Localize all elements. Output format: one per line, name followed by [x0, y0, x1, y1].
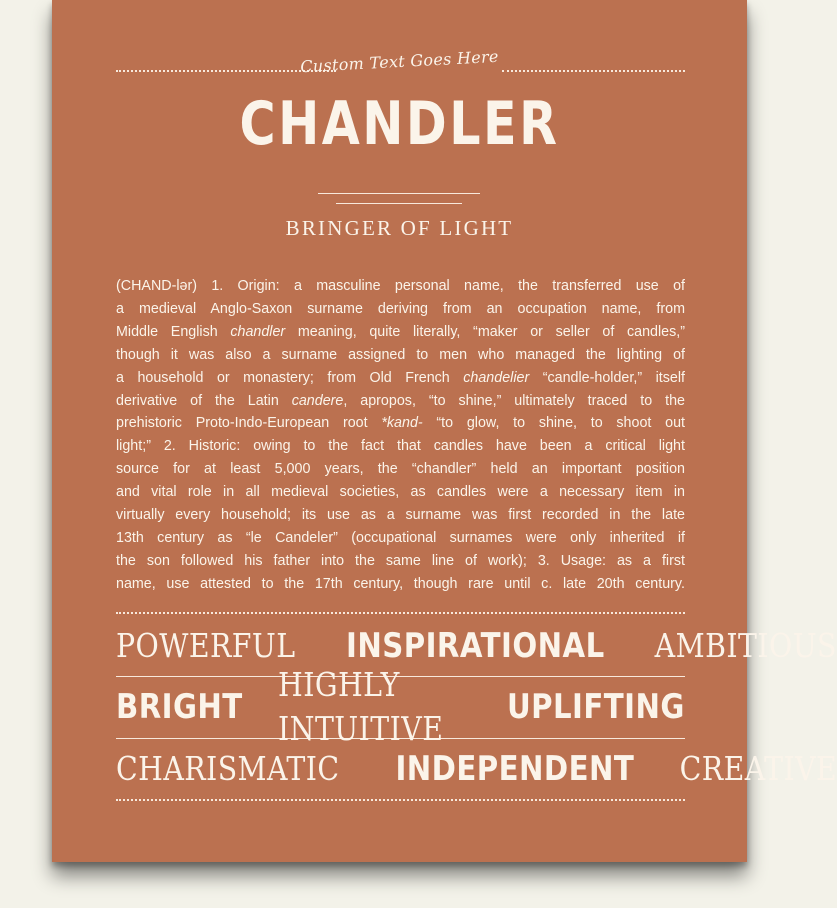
traits-row-1 — [116, 624, 837, 668]
traits-row-3 — [116, 747, 837, 791]
definition-line: the son followed his father into the same line of work); 3. Usage: as a first — [116, 552, 685, 569]
name-meaning: BRINGER OF LIGHT — [285, 216, 514, 240]
definition-line: a household or monastery; from Old French chandelier “candle-holder,” itself — [116, 369, 685, 386]
trait-word: INDEPENDENT — [395, 749, 635, 789]
trait-word: AMBITIOUS — [655, 626, 837, 665]
trait-word: BRIGHT — [116, 687, 243, 727]
trait-word: UPLIFTING — [507, 687, 685, 727]
rule-upper — [318, 193, 480, 194]
traits-row-2 — [116, 665, 685, 748]
trait-word: POWERFUL — [116, 626, 296, 665]
dotted-divider-top-right — [502, 70, 685, 72]
rule-lower — [336, 203, 462, 204]
definition-line: prehistoric Proto-Indo-European root *kand- “to glow, to shine, to shoot out — [116, 415, 685, 432]
definition-text — [116, 275, 685, 596]
definition-line: (CHAND-lər) 1. Origin: a masculine personal name, the transferred use of — [116, 278, 685, 294]
definition-line: and vital role in all medieval societies, as candles were a necessary item in — [116, 484, 685, 501]
definition-line: virtually every household; its use as a surname was first recorded in the late — [116, 507, 685, 524]
trait-word: INSPIRATIONAL — [345, 626, 605, 666]
definition-line: a medieval Anglo-Saxon surname deriving from an occupation name, from — [116, 300, 685, 317]
name-meaning-print — [52, 0, 837, 862]
trait-word: CHARISMATIC — [116, 749, 340, 788]
definition-line: though it was also a surname assigned to men who managed the lighting of — [116, 346, 685, 363]
definition-line: light;” 2. Historic: owing to the fact that candles have been a critical light — [116, 438, 685, 455]
dotted-divider-traits-top — [116, 612, 685, 614]
traits-rule-2 — [116, 738, 685, 739]
custom-text: Custom Text Goes Here — [299, 46, 500, 77]
definition-line: source for at least 5,000 years, the “chandler” held an important position — [116, 461, 685, 478]
trait-word: CREATIVE — [679, 749, 837, 788]
name-title: CHANDLER — [239, 89, 560, 159]
definition-line: 13th century as “le Candeler” (occupational surnames were only inherited if — [116, 529, 685, 546]
trait-word: HIGHLY INTUITIVE — [278, 665, 444, 748]
definition-line: derivative of the Latin candere, apropos, “to shine,” ultimately traced to the — [116, 392, 685, 409]
definition-line: name, use attested to the 17th century, though rare until c. late 20th century. — [116, 575, 685, 592]
definition-line: Middle English chandler meaning, quite literally, “maker or seller of candles,” — [116, 323, 685, 340]
dotted-divider-traits-bottom — [116, 799, 685, 801]
